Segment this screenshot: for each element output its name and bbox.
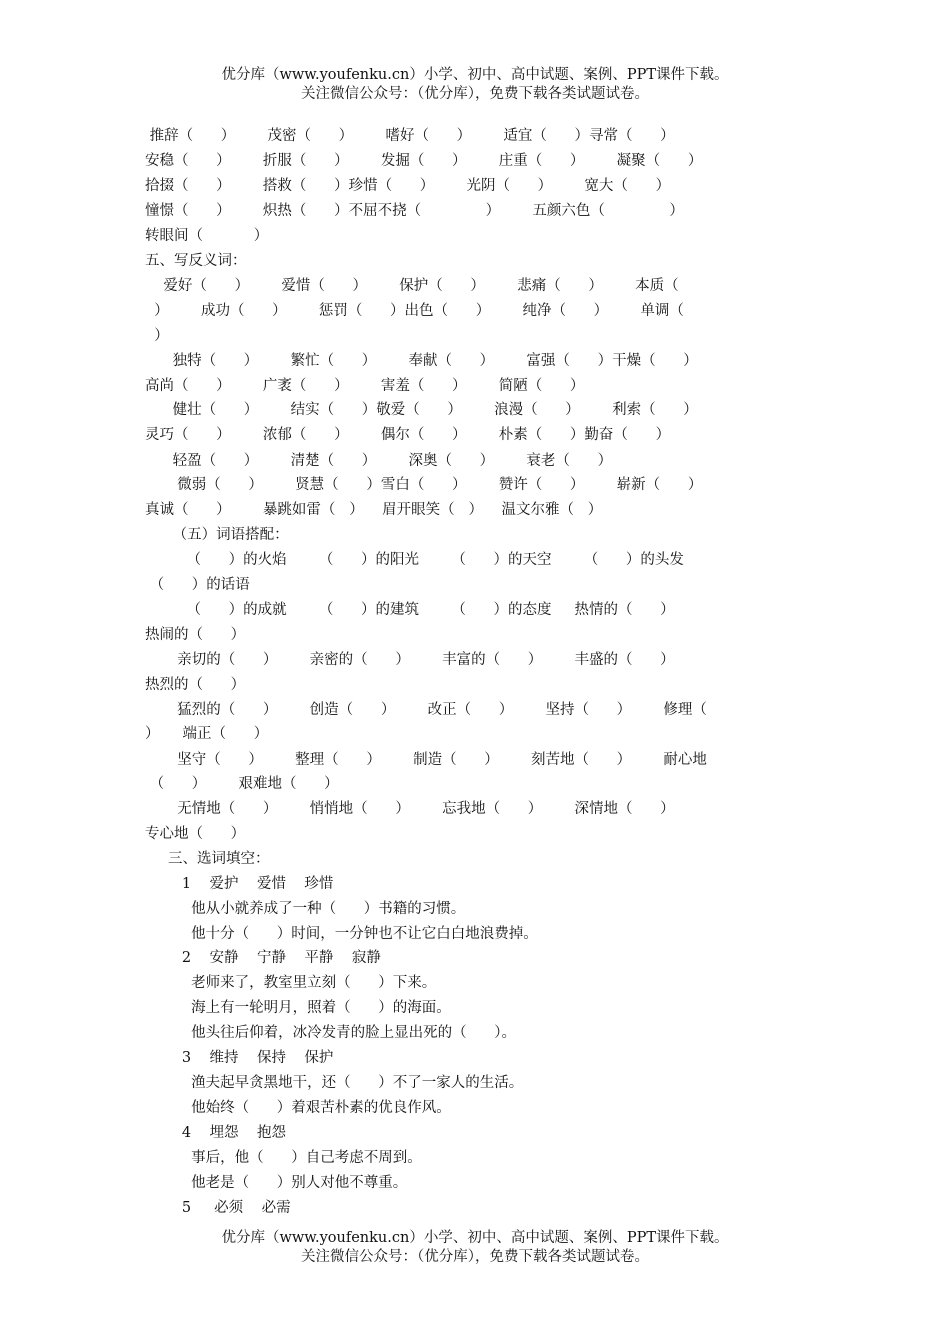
header <box>0 66 950 104</box>
text-line: 推辞（ ） 茂密（ ） 嗜好（ ） 适宜（ ）寻常（ ） <box>145 128 675 144</box>
text-line: 猛烈的（ ） 创造（ ） 改正（ ） 坚持（ ） 修理（ <box>145 702 707 718</box>
question-sentence: 渔夫起早贪黑地干，还（ ）不了一家人的生活。 <box>145 1075 524 1091</box>
text-line: 憧憬（ ） 炽热（ ）不屈不挠（ ） 五颜六色（ ） <box>145 203 684 219</box>
text-line: 微弱（ ） 贤慧（ ）雪白（ ） 赞许（ ） 崭新（ ） <box>145 477 703 493</box>
text-line: 坚守（ ） 整理（ ） 制造（ ） 刻苦地（ ） 耐心地 <box>145 752 707 768</box>
footer <box>0 1229 950 1267</box>
question-sentence: 他从小就养成了一种（ ）书籍的习惯。 <box>145 901 466 917</box>
question-options: 1 爱护 爱惜 珍惜 <box>145 876 334 892</box>
question-sentence: 海上有一轮明月，照着（ ）的海面。 <box>145 1000 451 1016</box>
text-line: 拾掇（ ） 搭救（ ）珍惜（ ） 光阴（ ） 宽大（ ） <box>145 178 671 194</box>
question-options: 3 维持 保持 保护 <box>145 1050 334 1066</box>
text-line: 真诚（ ） 暴跳如雷（ ） 眉开眼笑（ ） 温文尔雅（ ） <box>145 502 603 518</box>
text-line: （ ） 艰难地（ ） <box>145 776 339 792</box>
question-sentence: 事后，他（ ）自己考虑不周到。 <box>145 1150 422 1166</box>
header-line-1: 优分库（www.youfenku.cn）小学、初中、高中试题、案例、PPT课件下载。 <box>221 67 729 83</box>
text-line: ） 成功（ ） 惩罚（ ）出色（ ） 纯净（ ） 单调（ <box>145 303 684 319</box>
question-options: 2 安静 宁静 平静 寂静 <box>145 950 381 966</box>
text-line: （ ）的话语 <box>145 577 250 593</box>
text-line: 安稳（ ） 折服（ ） 发掘（ ） 庄重（ ） 凝聚（ ） <box>145 153 703 169</box>
question-sentence: 他十分（ ）时间，一分钟也不让它白白地浪费掉。 <box>145 926 538 942</box>
section-heading: （五）词语搭配： <box>145 527 289 543</box>
section-heading: 五、写反义词： <box>145 253 247 269</box>
text-line: ） <box>145 328 169 344</box>
text-line: 无情地（ ） 悄悄地（ ） 忘我地（ ） 深情地（ ） <box>145 801 675 817</box>
header-line-2: 关注微信公众号：（优分库），免费下载各类试题试卷。 <box>301 86 649 102</box>
text-line: 专心地（ ） <box>145 826 246 842</box>
question-sentence: 他老是（ ）别人对他不尊重。 <box>145 1175 408 1191</box>
footer-line-1: 优分库（www.youfenku.cn）小学、初中、高中试题、案例、PPT课件下载。 <box>221 1230 729 1246</box>
question-sentence: 老师来了，教室里立刻（ ）下来。 <box>145 975 437 991</box>
text-line: 灵巧（ ） 浓郁（ ） 偶尔（ ） 朴素（ ）勤奋（ ） <box>145 427 671 443</box>
text-line: 爱好（ ） 爱惜（ ） 保护（ ） 悲痛（ ） 本质（ <box>145 278 679 294</box>
section-heading: 三、选词填空： <box>145 851 270 867</box>
text-line: 独特（ ） 繁忙（ ） 奉献（ ） 富强（ ）干燥（ ） <box>145 353 698 369</box>
text-line: 热闹的（ ） <box>145 627 246 643</box>
question-sentence: 他始终（ ）着艰苦朴素的优良作风。 <box>145 1100 451 1116</box>
text-line: 转眼间（ ） <box>145 228 269 244</box>
text-line: 高尚（ ） 广袤（ ） 害羞（ ） 简陋（ ） <box>145 378 585 394</box>
text-line: 健壮（ ） 结实（ ）敬爱（ ） 浪漫（ ） 利索（ ） <box>145 402 698 418</box>
text-line: 热烈的（ ） <box>145 677 246 693</box>
question-options: 4 埋怨 抱怨 <box>145 1125 286 1141</box>
question-options: 5 必须 必需 <box>145 1200 291 1216</box>
text-line: 轻盈（ ） 清楚（ ） 深奥（ ） 衰老（ ） <box>145 453 613 469</box>
question-sentence: 他头往后仰着，冰冷发青的脸上显出死的（ ）。 <box>145 1025 516 1041</box>
text-line: ） 端正（ ） <box>145 726 269 742</box>
text-line: （ ）的火焰 （ ）的阳光 （ ）的天空 （ ）的头发 <box>145 552 684 568</box>
text-line: 亲切的（ ） 亲密的（ ） 丰富的（ ） 丰盛的（ ） <box>145 652 675 668</box>
text-line: （ ）的成就 （ ）的建筑 （ ）的态度 热情的（ ） <box>145 602 675 618</box>
footer-line-2: 关注微信公众号：（优分库），免费下载各类试题试卷。 <box>301 1249 649 1265</box>
